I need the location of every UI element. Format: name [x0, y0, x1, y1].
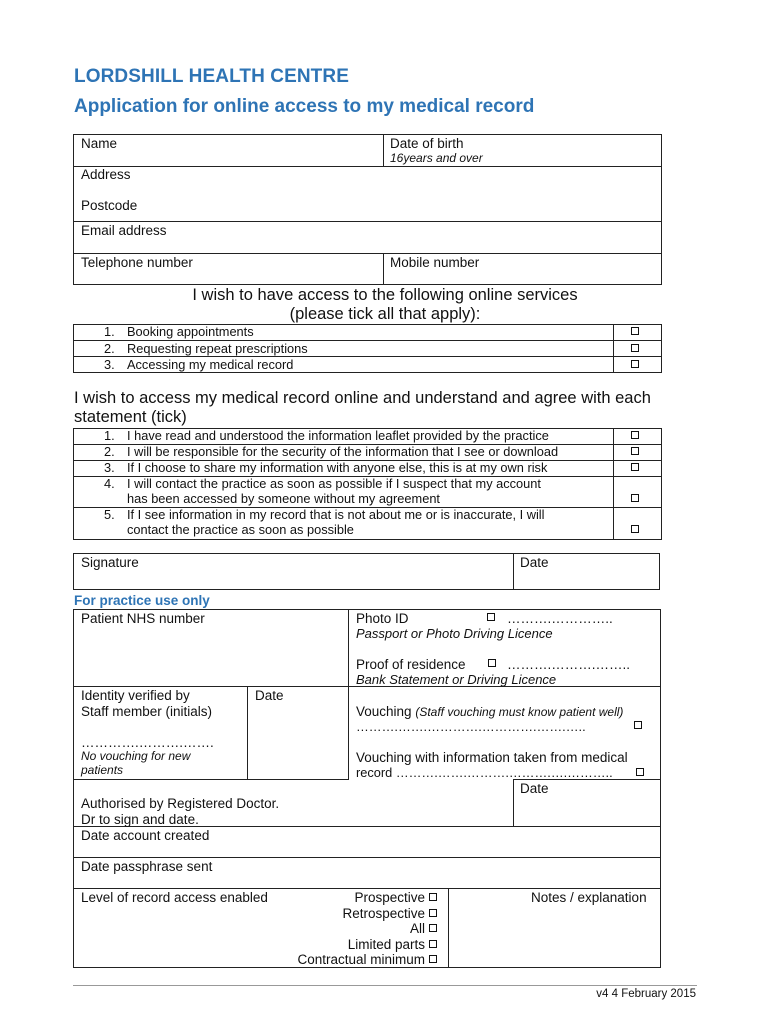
proof-residence-note: Bank Statement or Driving Licence — [356, 672, 557, 687]
checkbox-all[interactable] — [429, 924, 437, 932]
access-level-label: Level of record access enabled — [81, 890, 268, 905]
signature-table — [73, 553, 660, 590]
checkbox-statement-5[interactable] — [631, 525, 639, 533]
checkbox-medical-record[interactable] — [631, 360, 639, 368]
statement-leaflet: I have read and understood the information leaflet provided by the practice — [127, 428, 549, 443]
list-item-number: 3. — [104, 357, 115, 372]
service-medical-record: Accessing my medical record — [127, 357, 294, 372]
email-field[interactable]: Email address — [81, 223, 167, 238]
statement-inaccurate-info-cont: contact the practice as soon as possible — [127, 522, 354, 537]
proof-residence-dots: ……….……….…….. — [507, 657, 631, 672]
services-heading: I wish to have access to the following online services — [192, 286, 578, 304]
checkbox-vouching-info[interactable] — [636, 768, 644, 776]
list-item-number: 2. — [104, 444, 115, 459]
checkbox-repeat-prescriptions[interactable] — [631, 344, 639, 352]
statement-security: I will be responsible for the security of the information that I see or download — [127, 444, 559, 459]
staff-initials-label: Staff member (initials) — [81, 704, 213, 719]
signature-field[interactable]: Signature — [81, 555, 139, 570]
no-vouching-note: No vouching for new — [81, 749, 191, 763]
authorised-date-field[interactable]: Date — [520, 781, 549, 796]
list-item-number: 1. — [104, 324, 115, 339]
service-repeat-prescriptions: Requesting repeat prescriptions — [127, 341, 308, 356]
access-option-retrospective: Retrospective — [342, 906, 425, 921]
list-item-number: 3. — [104, 460, 115, 475]
notes-field[interactable]: Notes / explanation — [531, 890, 647, 905]
identity-date-field[interactable]: Date — [255, 688, 284, 703]
agreement-heading-cont: statement (tick) — [74, 408, 187, 426]
form-title: Application for online access to my medical record — [74, 96, 535, 117]
list-item-number: 5. — [104, 507, 115, 522]
photo-id-label: Photo ID — [356, 611, 409, 626]
org-name: LORDSHILL HEALTH CENTRE — [74, 66, 349, 87]
vouching-info-dots: record ……….…….……….……….….……….. — [356, 765, 613, 780]
checkbox-limited-parts[interactable] — [429, 940, 437, 948]
services-subheading: (please tick all that apply): — [289, 305, 481, 323]
doctor-sign-label: Dr to sign and date. — [81, 812, 199, 827]
service-booking-appointments: Booking appointments — [127, 324, 254, 339]
dob-note: 16years and over — [390, 151, 483, 165]
checkbox-statement-4[interactable] — [631, 494, 639, 502]
practice-use-heading: For practice use only — [74, 593, 210, 608]
footer-divider — [73, 985, 697, 986]
checkbox-statement-1[interactable] — [631, 431, 639, 439]
checkbox-vouching[interactable] — [634, 721, 642, 729]
vouching-dots: ……….…….………….………….…….….. — [356, 719, 586, 734]
list-item-number: 4. — [104, 476, 115, 491]
agreement-heading: I wish to access my medical record online and understand and agree with each — [74, 389, 651, 407]
statement-suspected-access: I will contact the practice as soon as possible if I suspect that my account — [127, 476, 541, 491]
account-created-field[interactable]: Date account created — [81, 828, 210, 843]
checkbox-prospective[interactable] — [429, 893, 437, 901]
name-field[interactable]: Name — [81, 136, 118, 151]
postcode-field[interactable]: Postcode — [81, 198, 138, 213]
authorised-doctor-label: Authorised by Registered Doctor. — [81, 796, 280, 811]
nhs-number-field[interactable]: Patient NHS number — [81, 611, 205, 626]
checkbox-contractual-minimum[interactable] — [429, 955, 437, 963]
address-field[interactable]: Address — [81, 167, 131, 182]
checkbox-statement-2[interactable] — [631, 447, 639, 455]
statement-inaccurate-info: If I see information in my record that is not about me or is inaccurate, I will — [127, 507, 545, 522]
vouching-row — [356, 704, 623, 719]
version-label: v4 4 February 2015 — [596, 988, 696, 1000]
statement-suspected-access-cont: has been accessed by someone without my agreement — [127, 491, 440, 506]
vouching-note: (Staff vouching must know patient well) — [415, 705, 624, 719]
vouching-info-label: Vouching with information taken from medical — [356, 750, 628, 765]
checkbox-booking-appointments[interactable] — [631, 327, 639, 335]
access-option-all: All — [409, 921, 425, 936]
checkbox-retrospective[interactable] — [429, 909, 437, 917]
identity-verified-label: Identity verified by — [81, 688, 190, 703]
mobile-field[interactable]: Mobile number — [390, 255, 480, 270]
statement-sharing-risk: If I choose to share my information with anyone else, this is at my own risk — [127, 460, 548, 475]
access-option-contractual: Contractual minimum — [297, 952, 425, 967]
signature-date-field[interactable]: Date — [520, 555, 549, 570]
proof-residence-label: Proof of residence — [356, 657, 466, 672]
telephone-field[interactable]: Telephone number — [81, 255, 193, 270]
list-item-number: 2. — [104, 341, 115, 356]
access-option-prospective: Prospective — [354, 890, 425, 905]
initials-dots[interactable]: ………….……….……. — [81, 735, 214, 750]
checkbox-proof-residence[interactable] — [488, 659, 496, 667]
passphrase-sent-field[interactable]: Date passphrase sent — [81, 859, 213, 874]
no-vouching-note-cont: patients — [81, 763, 124, 777]
photo-id-dots: ……….………….. — [507, 611, 613, 626]
access-option-limited: Limited parts — [347, 937, 425, 952]
photo-id-note: Passport or Photo Driving Licence — [356, 626, 553, 641]
dob-field[interactable]: Date of birth — [390, 136, 464, 151]
list-item-number: 1. — [104, 428, 115, 443]
checkbox-photo-id[interactable] — [487, 613, 495, 621]
checkbox-statement-3[interactable] — [631, 463, 639, 471]
vouching-label: Vouching — [356, 704, 412, 719]
